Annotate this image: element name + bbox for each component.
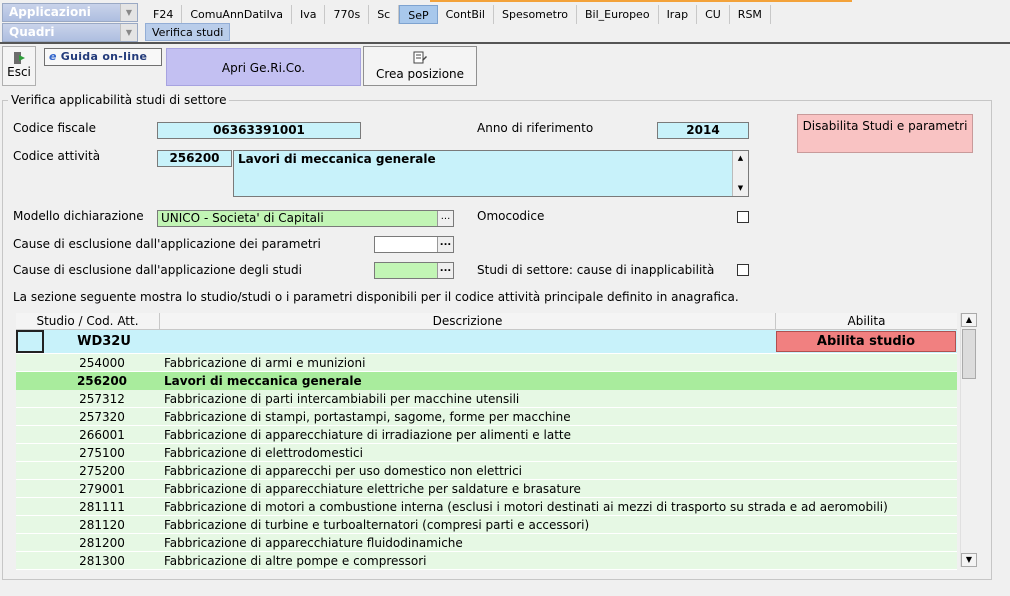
row-description: Fabbricazione di elettrodomestici	[164, 446, 363, 460]
col-header-abilita[interactable]: Abilita	[847, 314, 886, 328]
table-row[interactable]	[16, 372, 957, 390]
table-row[interactable]	[16, 444, 957, 462]
col-header-studio[interactable]: Studio / Cod. Att.	[16, 313, 160, 330]
table-row[interactable]	[16, 552, 957, 570]
chevron-down-icon[interactable]: ▼	[120, 4, 137, 21]
tab-comuanndatiiva[interactable]: ComuAnnDatiIva	[182, 5, 292, 24]
guida-label: Guida on-line	[60, 50, 148, 63]
abilita-studio-button[interactable]: Abilita studio	[776, 331, 956, 352]
row-description: Fabbricazione di apparecchiature di irradiazione per alimenti e latte	[164, 428, 571, 442]
textarea-scrollbar[interactable]	[732, 151, 748, 196]
row-code: 275200	[79, 464, 125, 478]
info-text: La sezione seguente mostra lo studio/studi o i parametri disponibili per il codice attività principale definito in anagrafica.	[13, 290, 739, 304]
chevron-down-icon[interactable]: ▼	[961, 553, 977, 567]
row-code: 257320	[79, 410, 125, 424]
chevron-up-icon[interactable]: ▲	[737, 154, 744, 162]
row-description: Fabbricazione di stampi, portastampi, sagome, forme per macchine	[164, 410, 571, 424]
applicazioni-label: Applicazioni	[3, 4, 121, 21]
row-code: 281120	[79, 518, 125, 532]
row-description: Fabbricazione di motori a combustione interna (esclusi i motori destinati ai mezzi di trasporto su strada e ad aeromobili)	[164, 500, 888, 514]
row-description: Fabbricazione di turbine e turboalternatori (compresi parti e accessori)	[164, 518, 590, 532]
grid-header	[16, 313, 957, 330]
table-row[interactable]	[16, 354, 957, 372]
sub-tabs	[145, 23, 230, 41]
anno-label: Anno di riferimento	[477, 121, 594, 135]
apri-gerico-button[interactable]: Apri Ge.Ri.Co.	[166, 48, 361, 86]
row-code: 281111	[79, 500, 125, 514]
row-code: 281200	[79, 536, 125, 550]
tab-rsm[interactable]: RSM	[730, 5, 771, 24]
row-code: 275100	[79, 446, 125, 460]
tab-f24[interactable]: F24	[145, 5, 182, 24]
table-row[interactable]	[16, 534, 957, 552]
chevron-down-icon[interactable]: ▼	[737, 184, 744, 192]
crea-posizione-button[interactable]	[363, 46, 477, 86]
row-description: Fabbricazione di parti intercambiabili per macchine utensili	[164, 392, 520, 406]
table-row[interactable]	[16, 408, 957, 426]
quadri-label: Quadri	[3, 24, 121, 41]
esci-label: Esci	[7, 65, 31, 79]
applicazioni-dropdown[interactable]	[2, 3, 138, 22]
attivita-descrizione-field[interactable]	[233, 150, 749, 197]
row-code: 281300	[79, 554, 125, 568]
crea-label: Crea posizione	[375, 67, 465, 81]
browser-icon: e	[49, 50, 57, 63]
document-edit-icon	[413, 51, 427, 65]
row-description: Fabbricazione di apparecchiature elettriche per saldature e brasature	[164, 482, 581, 496]
row-code: 254000	[79, 356, 125, 370]
tab-irap[interactable]: Irap	[659, 5, 698, 24]
ellipsis-icon[interactable]: ...	[437, 211, 453, 226]
tab-770s[interactable]: 770s	[325, 5, 369, 24]
table-row[interactable]	[16, 498, 957, 516]
row-description: Fabbricazione di altre pompe e compressori	[164, 554, 427, 568]
row-code: 257312	[79, 392, 125, 406]
modello-value: UNICO - Societa' di Capitali	[161, 211, 324, 225]
tab-contbil[interactable]: ContBil	[438, 5, 494, 24]
tab-bil-europeo[interactable]: Bil_Europeo	[577, 5, 659, 24]
tab-cu[interactable]: CU	[697, 5, 730, 24]
table-row[interactable]	[16, 462, 957, 480]
tab-verifica-studi[interactable]: Verifica studi	[145, 23, 230, 41]
ellipsis-icon[interactable]: ...	[437, 237, 453, 252]
guida-online-button[interactable]	[44, 48, 162, 66]
exit-icon	[12, 51, 26, 65]
tab-spesometro[interactable]: Spesometro	[494, 5, 577, 24]
tab-iva[interactable]: Iva	[292, 5, 326, 24]
row-code: 279001	[79, 482, 125, 496]
table-row[interactable]	[16, 480, 957, 498]
module-tabs	[145, 5, 771, 24]
row-code: 256200	[76, 374, 128, 388]
chevron-up-icon[interactable]: ▲	[961, 313, 977, 327]
codice-fiscale-label: Codice fiscale	[13, 121, 96, 135]
tab-sc[interactable]: Sc	[369, 5, 399, 24]
row-description: Lavori di meccanica generale	[164, 374, 362, 388]
table-row[interactable]	[16, 426, 957, 444]
row-code: 266001	[79, 428, 125, 442]
omocodice-checkbox[interactable]	[737, 211, 749, 223]
modello-label: Modello dichiarazione	[13, 209, 144, 223]
studi-inapplicabilita-checkbox[interactable]	[737, 264, 749, 276]
ellipsis-icon[interactable]: ...	[437, 263, 453, 278]
codice-attivita-field[interactable]: 256200	[157, 150, 232, 167]
studio-code: WD32U	[77, 334, 131, 349]
grid-scrollbar[interactable]	[960, 313, 977, 567]
disabilita-studi-button[interactable]: Disabilita Studi e parametri	[797, 114, 973, 153]
table-row[interactable]	[16, 390, 957, 408]
divider	[0, 42, 1010, 44]
row-description: Fabbricazione di apparecchiature fluidodinamiche	[164, 536, 463, 550]
row-description: Fabbricazione di armi e munizioni	[164, 356, 366, 370]
modello-field[interactable]	[157, 210, 454, 227]
col-header-descrizione[interactable]: Descrizione	[160, 313, 776, 330]
anno-field[interactable]: 2014	[657, 122, 749, 139]
table-row[interactable]	[16, 516, 957, 534]
row-description: Fabbricazione di apparecchi per uso domestico non elettrici	[164, 464, 523, 478]
studi-inapplicabilita-label: Studi di settore: cause di inapplicabilità	[477, 263, 715, 277]
omocodice-label: Omocodice	[477, 209, 545, 223]
cause-studi-label: Cause di esclusione dall'applicazione degli studi	[13, 263, 302, 277]
group-title: Verifica applicabilità studi di settore	[8, 93, 229, 107]
scrollbar-thumb[interactable]	[962, 329, 976, 379]
attivita-descrizione-text: Lavori di meccanica generale	[238, 152, 436, 166]
codice-fiscale-field[interactable]: 06363391001	[157, 122, 361, 139]
top-accent-line	[430, 0, 852, 2]
codice-attivita-label: Codice attività	[13, 149, 101, 163]
studio-row[interactable]	[16, 330, 957, 353]
quadri-dropdown[interactable]	[2, 23, 138, 42]
cause-parametri-label: Cause di esclusione dall'applicazione dei parametri	[13, 237, 321, 251]
esci-button[interactable]	[2, 46, 36, 86]
chevron-down-icon[interactable]: ▼	[120, 24, 137, 41]
cause-parametri-field[interactable]	[374, 236, 454, 253]
row-selector[interactable]	[16, 330, 44, 353]
cause-studi-field[interactable]	[374, 262, 454, 279]
tab-sep[interactable]: SeP	[399, 5, 437, 24]
